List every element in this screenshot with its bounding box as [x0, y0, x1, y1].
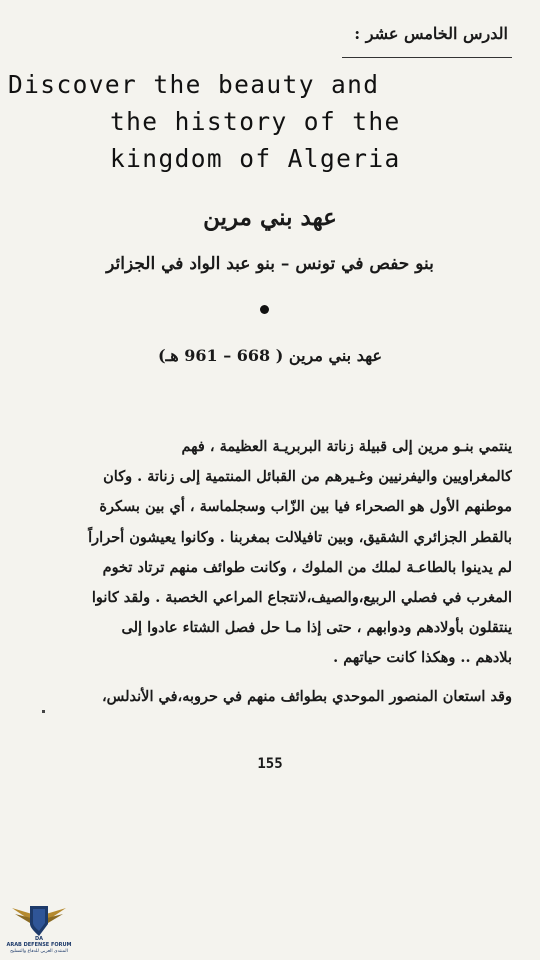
body-paragraph: [64, 432, 512, 712]
watermark-subtitle: المنتدى العربي للدفاع والتسليح: [10, 949, 68, 954]
lesson-header: الدرس الخامس عشر :: [354, 24, 508, 43]
forum-watermark-logo: [0, 898, 78, 958]
page-number: 155: [257, 756, 283, 772]
eagle-shield-icon: [10, 898, 68, 942]
overlay-title-line-3: kingdom of Algeria: [110, 144, 401, 173]
body-line: بلادهم .. وهكذا كانت حياتهم .: [333, 649, 512, 667]
era-heading: عهد بني مرين ( 668 – 961 هـ): [157, 346, 383, 365]
margin-mark: [42, 710, 45, 713]
overlay-title-line-1: Discover the beauty and: [8, 70, 380, 99]
body-line: المغرب في فصلي الربيع،والصيف،لانتجاع المراعي الخصبة . ولقد كانوا: [91, 589, 512, 607]
header-rule: [342, 57, 512, 58]
bullet-dot: [260, 305, 269, 314]
body-line: موطنهم الأول هو الصحراء فيا بين الزّاب وسجلماسة ، أي بين بسكرة: [99, 498, 512, 516]
body-line: ينتقلون بأولادهم ودوابهم ، حتى إذا مـا حل فصل الشتاء عادوا إلى: [121, 619, 512, 637]
overlay-title-line-2: the history of the: [110, 107, 401, 136]
watermark-badge-text: DA: [34, 936, 44, 942]
overlay-title: [8, 66, 532, 177]
body-last-line: وقد استعان المنصور الموحدي بطوائف منهم في حروبه،في الأندلس،: [101, 687, 512, 705]
era-subtitle: بنو حفص في تونس – بنو عبد الواد في الجزائر: [106, 254, 434, 274]
body-line: بالقطر الجزائري الشقيق، وبين تافيلالت بمغربنا . وكانوا يعيشون أحراراً: [88, 528, 512, 546]
body-line: ينتمي بنـو مرين إلى قبيلة زناتة البربريـة العظيمة ، فهم: [181, 438, 512, 455]
era-title: عهد بني مرين: [203, 204, 337, 231]
body-line: لم يدينوا بالطاعـة لملك من الملوك ، وكانت طوائف منهم ترتاد تخوم: [102, 558, 512, 576]
body-line: كالمغراويين واليفرنيين وغـيرهم من القبائل المنتمية إلى زناتة . وكان: [103, 468, 512, 486]
watermark-name: ARAB DEFENSE FORUM: [6, 942, 72, 948]
